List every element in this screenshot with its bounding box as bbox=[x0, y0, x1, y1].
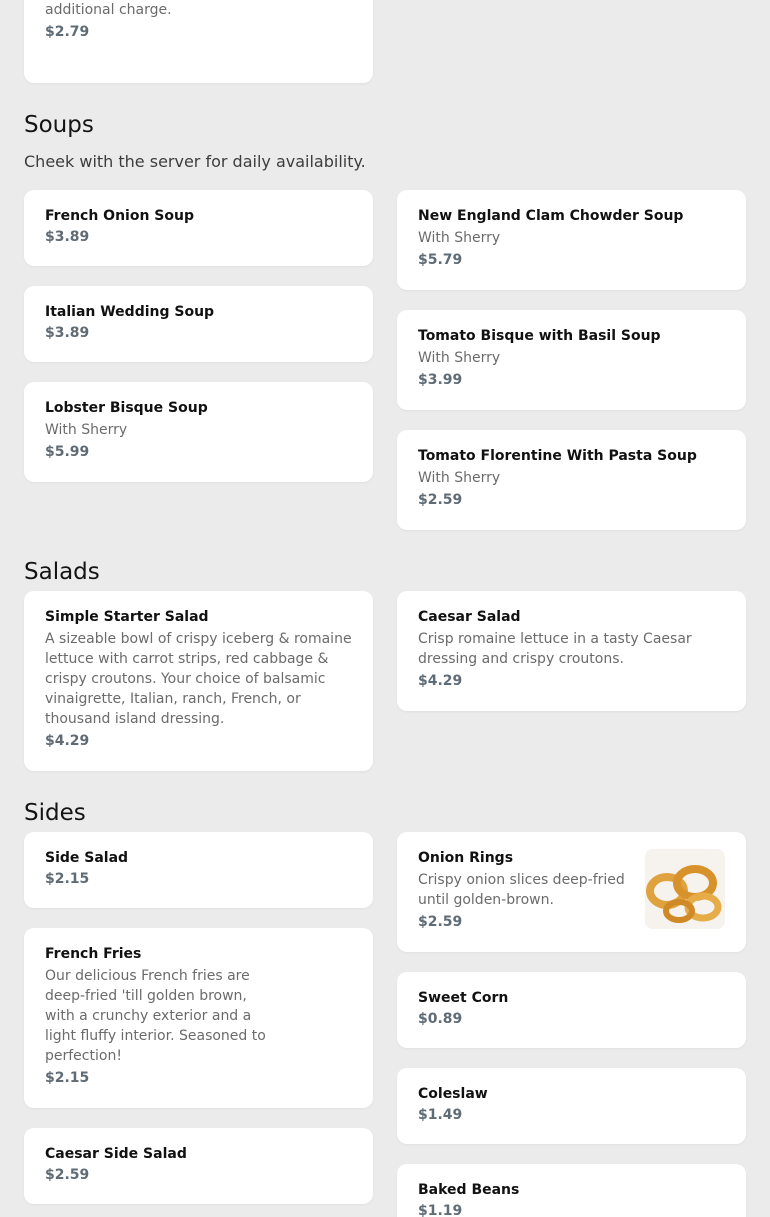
onion-rings-photo[interactable] bbox=[645, 849, 725, 929]
item-name: Tomato Florentine With Pasta Soup bbox=[418, 448, 697, 464]
item-price: $5.79 bbox=[418, 252, 463, 268]
menu-item-card[interactable] bbox=[24, 832, 373, 908]
item-price: $1.19 bbox=[418, 1203, 463, 1217]
item-name: Lobster Bisque Soup bbox=[45, 400, 208, 416]
menu-item-card[interactable] bbox=[397, 591, 746, 711]
item-price: $2.59 bbox=[418, 914, 463, 930]
menu-item-card[interactable] bbox=[397, 1068, 746, 1144]
item-price: $3.89 bbox=[45, 229, 90, 245]
onion-rings-image bbox=[645, 849, 725, 929]
item-name: French Onion Soup bbox=[45, 208, 194, 224]
item-price: $5.99 bbox=[45, 444, 90, 460]
section-title-salads: Salads bbox=[24, 559, 100, 585]
item-name: Tomato Bisque with Basil Soup bbox=[418, 328, 661, 344]
item-price: $4.29 bbox=[418, 673, 463, 689]
item-name: Side Salad bbox=[45, 850, 129, 866]
section-title-soups: Soups bbox=[24, 112, 94, 138]
item-price: $3.89 bbox=[45, 325, 90, 341]
menu-item-card[interactable] bbox=[397, 190, 746, 290]
menu-item-card[interactable] bbox=[24, 591, 373, 771]
menu-item-card[interactable] bbox=[24, 382, 373, 482]
item-price: $2.59 bbox=[45, 1167, 90, 1183]
menu-item-card[interactable] bbox=[397, 430, 746, 530]
item-name: Onion Rings bbox=[418, 850, 514, 866]
section-subtitle-soups: Cheek with the server for daily availability. bbox=[24, 152, 366, 171]
item-description: With Sherry bbox=[45, 422, 128, 438]
item-price: $3.99 bbox=[418, 372, 463, 388]
item-name: Italian Wedding Soup bbox=[45, 304, 215, 320]
item-price: $4.29 bbox=[45, 733, 90, 749]
item-name: Coleslaw bbox=[418, 1086, 488, 1102]
item-name: Baked Beans bbox=[418, 1182, 520, 1198]
item-name: French Fries bbox=[45, 946, 142, 962]
menu-item-card[interactable] bbox=[24, 1128, 373, 1204]
item-description: additional charge. bbox=[45, 2, 172, 18]
item-description: A sizeable bowl of crispy iceberg & romaine lettuce with carrot strips, red cabbage & crispy croutons. Your choice of balsamic vinaigrette, Italian, ranch, French, or thousand island dressing. bbox=[45, 631, 352, 727]
item-price: $2.15 bbox=[45, 1070, 90, 1086]
item-description: With Sherry bbox=[418, 350, 501, 366]
item-name: Caesar Salad bbox=[418, 609, 521, 625]
menu-item-card[interactable] bbox=[397, 310, 746, 410]
item-price: $0.89 bbox=[418, 1011, 463, 1027]
menu-item-card[interactable] bbox=[24, 928, 373, 1108]
item-description: Crisp romaine lettuce in a tasty Caesar dressing and crispy croutons. bbox=[418, 631, 692, 667]
item-price: $2.59 bbox=[418, 492, 463, 508]
menu-item-card[interactable] bbox=[24, 190, 373, 266]
item-description: With Sherry bbox=[418, 470, 501, 486]
menu-item-card[interactable] bbox=[24, 0, 373, 83]
item-name: Simple Starter Salad bbox=[45, 609, 209, 625]
item-price: $1.49 bbox=[418, 1107, 463, 1123]
section-title-sides: Sides bbox=[24, 800, 86, 826]
item-price: $2.79 bbox=[45, 24, 90, 40]
item-description: With Sherry bbox=[418, 230, 501, 246]
item-description: Crispy onion slices deep-fried until golden-brown. bbox=[418, 872, 625, 908]
menu-item-card[interactable] bbox=[397, 832, 746, 952]
item-description: Our delicious French fries are deep-fried 'till golden brown, with a crunchy exterior and a light fluffy interior. Seasoned to perfection! bbox=[45, 968, 266, 1064]
menu-item-card[interactable] bbox=[24, 286, 373, 362]
item-name: New England Clam Chowder Soup bbox=[418, 208, 684, 224]
item-name: Caesar Side Salad bbox=[45, 1146, 187, 1162]
menu-item-card[interactable] bbox=[397, 972, 746, 1048]
menu-item-card[interactable] bbox=[397, 1164, 746, 1217]
item-name: Sweet Corn bbox=[418, 990, 509, 1006]
item-price: $2.15 bbox=[45, 871, 90, 887]
